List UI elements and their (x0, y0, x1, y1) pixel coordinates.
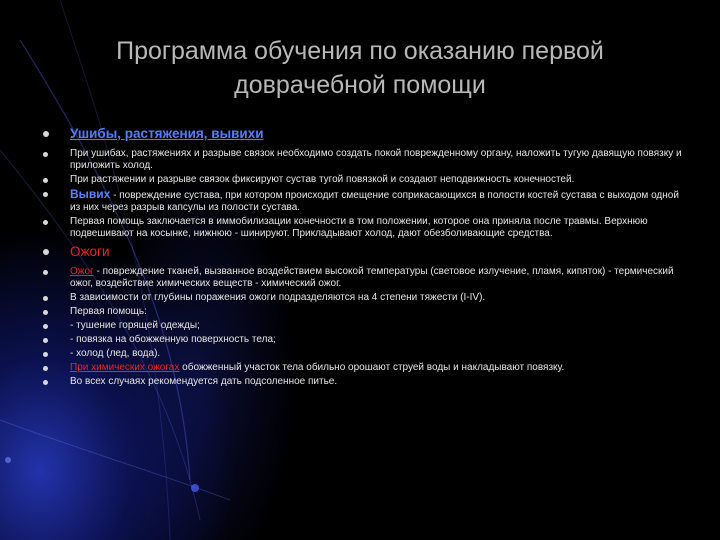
bullet-icon (43, 152, 48, 157)
bullet-icon (43, 352, 48, 357)
list-item: Первая помощь заключается в иммобилизации конечности в том положении, которое она приняла после травмы. Верхнюю подвешивают на косынке, нижнюю - шинируют. Прикладывают холод, дают обезболивающие средства. (40, 216, 690, 240)
title-line-1: Программа обучения по оказанию первой (116, 37, 604, 65)
dislocation-term: Вывих (70, 187, 111, 201)
burn-term: Ожог (70, 266, 94, 277)
list-item: В зависимости от глубины поражения ожоги подразделяются на 4 степени тяжести (I-IV). (40, 292, 690, 304)
list-item-burn-definition: Ожог - повреждение тканей, вызванное воздействием высокой температуры (световое излучение, пламя, кипяток) - термический ожог, воздействие химических веществ - химический ожог. (40, 266, 690, 290)
slide-title (40, 34, 680, 102)
list-item: Во всех случаях рекомендуется дать подсоленное питье. (40, 376, 690, 388)
bullet-icon (43, 249, 49, 255)
bullet-icon (43, 338, 48, 343)
bullet-icon (43, 324, 48, 329)
list-item: При растяжении и разрыве связок фиксируют сустав тугой повязкой и создают неподвижность конечностей. (40, 174, 690, 186)
section-heading-burns: Ожоги (40, 244, 690, 260)
chemical-burns-term: При химических ожогах (70, 362, 180, 373)
list-item: Первая помощь: (40, 306, 690, 318)
list-item-dislocation: Вывих - повреждение сустава, при котором происходит смещение соприкасающихся в полости костей сустава с выходом одной из них через разрыв капсулы из полости сустава. (40, 188, 690, 214)
bullet-icon (43, 310, 48, 315)
section-heading-injuries: Ушибы, растяжения, вывихи (40, 126, 690, 142)
bullet-icon (43, 178, 48, 183)
slide-content (40, 126, 690, 390)
list-item: - холод (лед, вода). (40, 348, 690, 360)
bullet-icon (43, 131, 49, 137)
bullet-icon (43, 296, 48, 301)
title-line-2: доврачебной помощи (234, 71, 486, 99)
list-item-chemical-burns: При химических ожогах обожженный участок тела обильно орошают струей воды и накладывают повязку. (40, 362, 690, 374)
bullet-icon (43, 192, 48, 197)
bullet-icon (43, 270, 48, 275)
list-item: - повязка на обожженную поверхность тела; (40, 334, 690, 346)
list-item: При ушибах, растяжениях и разрыве связок необходимо создать покой поврежденному органу, наложить тугую давящую повязку и приложить холод. (40, 148, 690, 172)
bullet-icon (43, 380, 48, 385)
bullet-icon (43, 220, 48, 225)
bullet-icon (43, 366, 48, 371)
list-item: - тушение горящей одежды; (40, 320, 690, 332)
